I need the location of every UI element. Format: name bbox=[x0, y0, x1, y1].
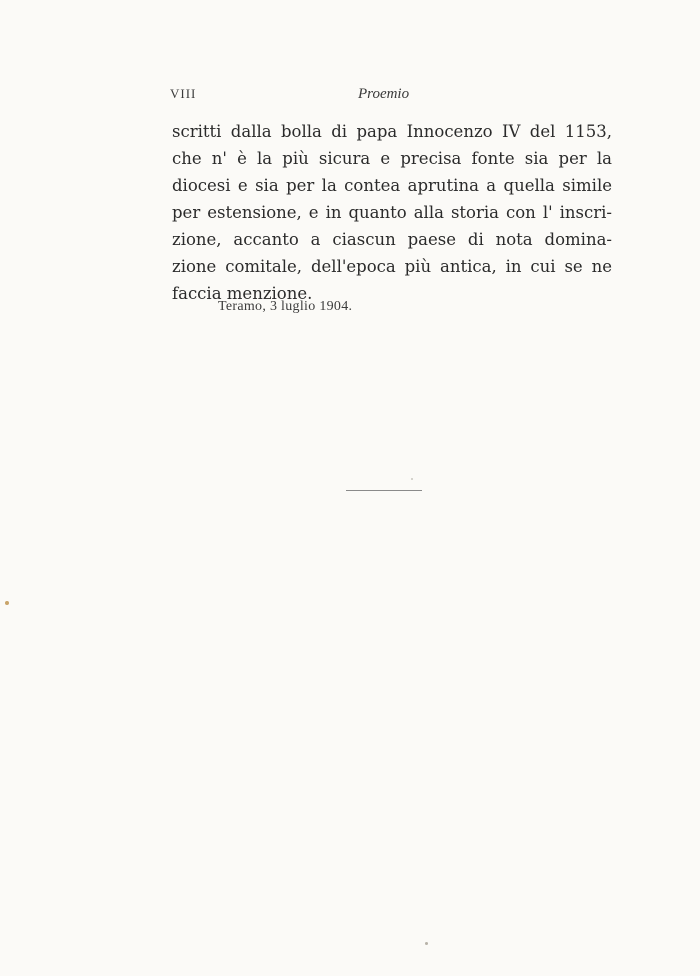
page-number: VIII bbox=[170, 86, 197, 101]
paper-speck bbox=[5, 601, 9, 605]
text-line: diocesi e sia per la contea aprutina a quella simile bbox=[172, 176, 612, 195]
dateline: Teramo, 3 luglio 1904. bbox=[218, 299, 353, 314]
text-line: che n' è la più sicura e precisa fonte sia per la bbox=[172, 149, 612, 168]
paper-speck bbox=[411, 478, 413, 480]
text-line: zione comitale, dell'epoca più antica, in cui se ne bbox=[172, 257, 612, 276]
running-head bbox=[170, 86, 612, 106]
text-line: zione, accanto a ciascun paese di nota domina- bbox=[172, 230, 612, 249]
running-title: Proemio bbox=[358, 86, 410, 102]
text-line: per estensione, e in quanto alla storia con l' inscri- bbox=[172, 203, 612, 222]
text-line: scritti dalla bolla di papa Innocenzo IV del 1153, bbox=[172, 122, 612, 141]
section-rule bbox=[346, 490, 422, 491]
body-paragraph bbox=[172, 118, 612, 307]
text-line: faccia menzione. bbox=[172, 284, 313, 303]
paper-speck bbox=[425, 942, 428, 945]
